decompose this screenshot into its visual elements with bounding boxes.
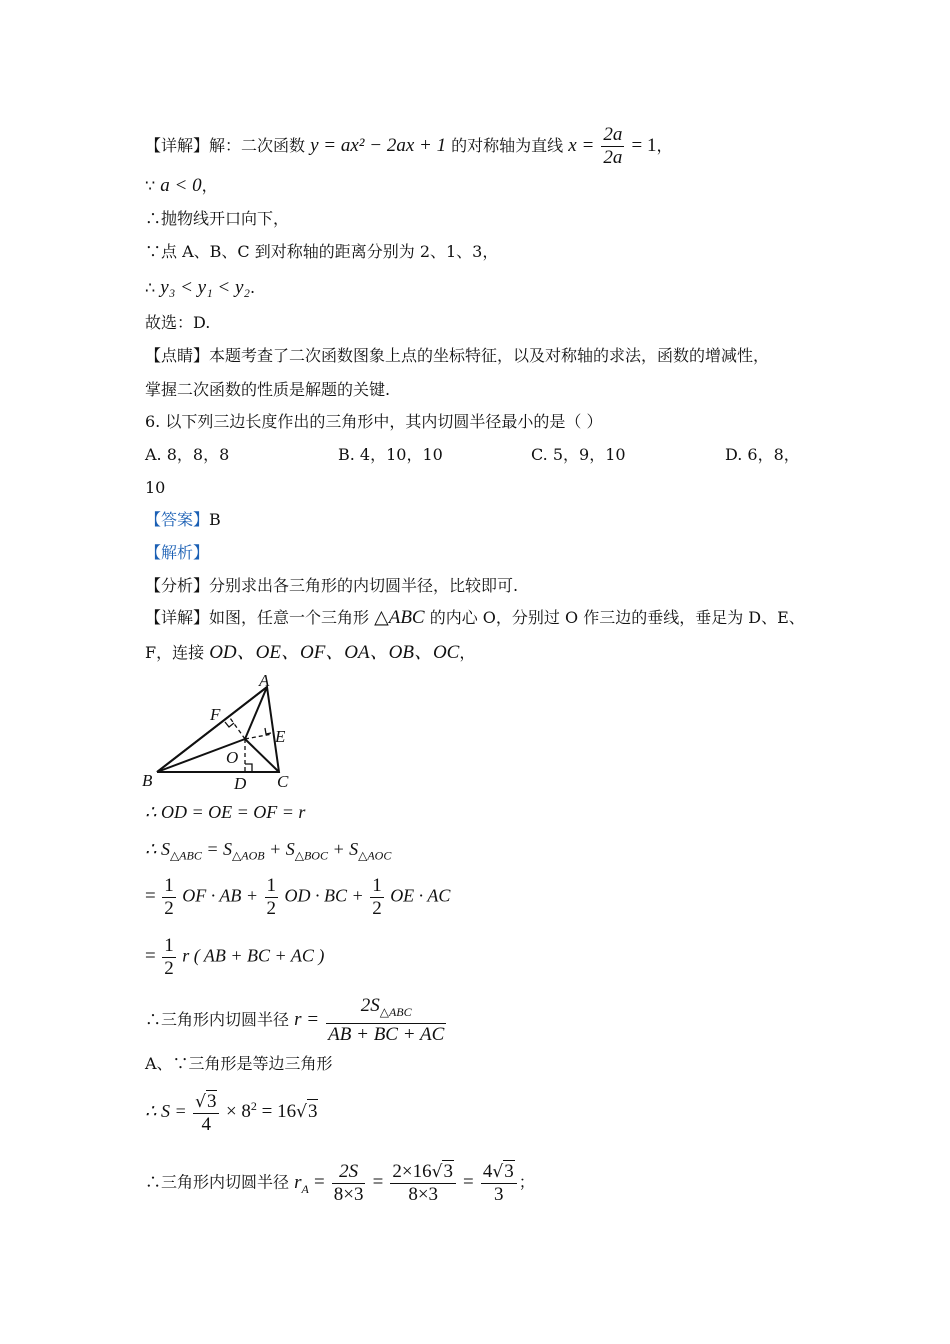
- detail-line-1: [145, 606, 805, 630]
- radius-formula: [145, 995, 448, 1046]
- segment-ab: [157, 687, 267, 772]
- inequality-expression: y₃ < y₁ < y₂: [160, 277, 251, 298]
- eq-part: =: [145, 885, 156, 907]
- fraction-numerator: 1: [164, 935, 174, 956]
- punct: .: [250, 278, 256, 297]
- sqrt-sign: √: [492, 1162, 504, 1182]
- eq-part: =: [463, 1171, 474, 1193]
- eq-part: ∴ S: [145, 839, 170, 859]
- comment-line: [145, 344, 769, 368]
- fraction-denominator: 2: [164, 898, 174, 919]
- fraction-denominator: 4: [201, 1114, 212, 1135]
- eq-part: =: [145, 945, 156, 967]
- detail-text: 的内心 O，分别过 O 作三边的垂线，垂足为 D、E、: [429, 608, 805, 627]
- condition-line: [145, 174, 218, 198]
- option-c: C. 5，9，10: [531, 445, 626, 464]
- condition-expression: a < 0: [160, 175, 202, 196]
- eq-sub: △ABC: [169, 848, 202, 863]
- quadratic-expression: y = ax² − 2ax + 1: [310, 135, 447, 156]
- half-product-equation: [145, 875, 450, 920]
- comment-text-cont: 掌握二次函数的性质是解题的关键.: [145, 380, 391, 399]
- area-sum-equation: [145, 837, 391, 868]
- question-6-stem: 6. 以下列三边长度作出的三角形中，其内切圆半径最小的是（ ）: [145, 412, 603, 431]
- fraction-denominator: 2a: [603, 147, 623, 168]
- parabola-opens-down: ∴抛物线开口向下，: [145, 209, 290, 228]
- half-fraction: [265, 875, 279, 920]
- eq-part: =: [372, 1171, 384, 1193]
- eq-part: = S: [201, 839, 233, 859]
- eq-part: OF · AB +: [182, 885, 259, 906]
- fraction-numerator: 1: [266, 875, 277, 896]
- punct: ，: [201, 176, 218, 195]
- eq-part: OD · BC +: [284, 885, 364, 906]
- radius-a-line: [145, 1160, 535, 1206]
- radicand: 3: [206, 1091, 217, 1112]
- eq-sub: △AOC: [358, 848, 392, 863]
- eq-part: = 16: [256, 1101, 297, 1123]
- detail-line-2: [145, 641, 475, 665]
- option-d-cont: 10: [145, 478, 166, 497]
- radicand: 3: [307, 1101, 318, 1123]
- triangle-abc: △ABC: [374, 607, 425, 628]
- label-e: E: [275, 727, 286, 746]
- fraction-denominator: 2: [372, 898, 382, 919]
- case-a-line: A、∵三角形是等边三角形: [145, 1054, 333, 1073]
- half-fraction: [370, 875, 384, 920]
- option-a: A. 8，8，8: [145, 445, 230, 464]
- choice-line: 故选：D.: [145, 313, 211, 332]
- option-d: D. 6，8，: [725, 445, 800, 464]
- eq-sub: △ABC: [379, 1004, 412, 1019]
- fraction-numerator: 2a: [603, 124, 623, 145]
- label-b: B: [142, 771, 153, 790]
- segment-oe: [245, 734, 272, 739]
- eq-part: × 8: [225, 1101, 251, 1123]
- right-angle-f: [225, 722, 234, 727]
- radius-fraction-2: [390, 1160, 456, 1206]
- answer-line: [145, 508, 221, 532]
- eq-part: 4: [482, 1161, 493, 1182]
- equal-radii-equation: ∴ OD = OE = OF = r: [145, 802, 306, 822]
- fraction-denominator: 3: [494, 1184, 504, 1205]
- fenxi-line: 【分析】分别求出各三角形的内切圆半径，比较即可.: [145, 576, 519, 595]
- right-angle-e: [265, 728, 271, 734]
- analysis-tag: 【解析】: [145, 543, 210, 562]
- area-fraction: [193, 1090, 219, 1136]
- half-fraction: [162, 875, 176, 920]
- conclusion-line: [145, 276, 255, 300]
- sqrt-sign: √: [195, 1092, 206, 1112]
- fraction-numerator: 1: [164, 875, 174, 896]
- sqrt-sign: √: [296, 1102, 307, 1123]
- option-b: B. 4，10，10: [338, 445, 443, 464]
- axis-text: 的对称轴为直线: [451, 136, 564, 155]
- comment-tag: 【点睛】: [145, 346, 210, 365]
- distance-line: ∵点 A、B、C 到对称轴的距离分别为 2、1、3，: [145, 242, 499, 261]
- equilateral-area: [145, 1090, 318, 1136]
- answer-value: B: [209, 510, 221, 529]
- because-symbol: ∵: [145, 176, 156, 195]
- punct: ，: [459, 643, 476, 662]
- comment-text: 本题考查了二次函数图象上点的坐标特征，以及对称轴的求法，函数的增减性，: [209, 346, 770, 365]
- therefore-symbol: ∴: [145, 278, 156, 297]
- label-c: C: [277, 772, 289, 791]
- detail-line-axis: [145, 124, 672, 169]
- radicand: 3: [443, 1161, 453, 1182]
- eq-part: + S: [327, 839, 359, 859]
- triangle-figure: [140, 670, 310, 795]
- perimeter-equation: [145, 935, 324, 980]
- punct: ，: [656, 136, 673, 155]
- eq-sub: △AOB: [232, 848, 265, 863]
- fraction-numerator: 1: [372, 875, 382, 896]
- fraction-numerator: 2S: [360, 995, 380, 1016]
- x-equals: x =: [568, 135, 595, 156]
- axis-fraction: [601, 124, 624, 169]
- eq-text: ∴三角形内切圆半径: [145, 1172, 290, 1192]
- eq-part: OE · AC: [390, 885, 451, 906]
- half-fraction: [162, 935, 176, 980]
- fraction-denominator: 8×3: [333, 1183, 364, 1205]
- radius-fraction-1: [332, 1161, 366, 1206]
- answer-tag: 【答案】: [145, 510, 210, 529]
- eq-sub: △BOC: [294, 848, 328, 863]
- eq-part: 2×16: [392, 1161, 432, 1182]
- eq-part: + S: [264, 839, 295, 859]
- segment-oc: [245, 739, 279, 772]
- eq-sub: A: [301, 1181, 309, 1196]
- axis-result: = 1: [631, 135, 657, 156]
- segments-expression: OD、OE、OF、OA、OB、OC: [209, 642, 460, 663]
- radius-symbol: [294, 1171, 309, 1196]
- radius-fraction-3: [481, 1160, 517, 1206]
- segment-of: [230, 718, 245, 739]
- eq-part: r: [294, 1171, 302, 1193]
- eq-text: ∴三角形内切圆半径: [145, 1009, 290, 1029]
- eq-part: =: [313, 1171, 325, 1193]
- detail-text: 【详解】如图，任意一个三角形: [145, 608, 370, 627]
- eq-part: r =: [294, 1008, 320, 1030]
- label-a: A: [259, 671, 270, 690]
- fraction-denominator: 2: [266, 898, 277, 919]
- fraction-numerator: 2S: [332, 1161, 366, 1184]
- label-d: D: [234, 774, 247, 793]
- sqrt-sign: √: [431, 1162, 443, 1182]
- eq-part: r ( AB + BC + AC ): [182, 945, 325, 966]
- fraction-denominator: 8×3: [408, 1184, 439, 1205]
- radicand: 3: [504, 1161, 514, 1182]
- eq-sup: 2: [250, 1099, 257, 1114]
- fraction-denominator: AB + BC + AC: [328, 1023, 445, 1045]
- label-f: F: [210, 705, 221, 724]
- right-angle-d: [245, 764, 252, 772]
- punct: ；: [518, 1172, 535, 1192]
- detail-prefix: 【详解】解：二次函数: [145, 136, 306, 155]
- radius-fraction: [326, 995, 446, 1046]
- label-o: O: [226, 748, 239, 767]
- fraction-denominator: 2: [164, 958, 174, 979]
- detail-text: F，连接: [145, 643, 205, 662]
- eq-part: ∴ S =: [145, 1101, 187, 1122]
